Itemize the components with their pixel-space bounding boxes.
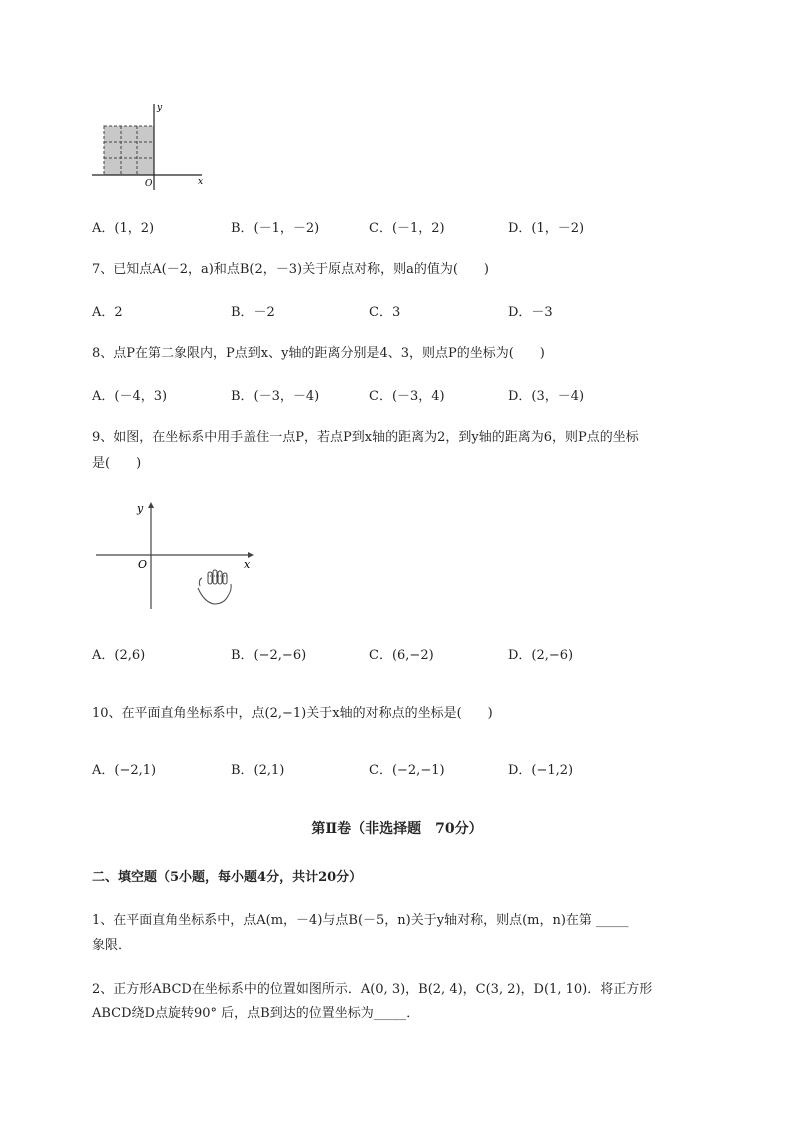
y-axis-label: y <box>137 502 144 515</box>
q10-option-d[interactable]: D．(−1,2) <box>508 763 574 778</box>
q7-option-d[interactable]: D．－3 <box>508 305 553 320</box>
origin-label: O <box>138 558 148 571</box>
fill2-line2: ABCD绕D点旋转90° 后，点B到达的位置坐标为_____． <box>92 1006 420 1021</box>
x-axis-label: x <box>198 177 204 187</box>
q8-option-d[interactable]: D．(3，－4) <box>508 389 585 404</box>
y-axis-label: y <box>157 103 163 113</box>
q10-option-c[interactable]: C．(−2,−1) <box>369 763 445 778</box>
q8-text: 8、点P在第二象限内，P点到x、y轴的距离分别是4、3，则点P的坐标为( ) <box>92 346 545 361</box>
q10-option-a[interactable]: A．(−2,1) <box>92 763 157 778</box>
section-title: 第Ⅱ卷（非选择题 70分） <box>311 821 483 837</box>
q8-option-b[interactable]: B．(－3，－4) <box>231 389 320 404</box>
fill1-line1: 1、在平面直角坐标系中，点A(m，－4)与点B(－5，n)关于y轴对称，则点(m，n)在第 _____ <box>92 913 629 928</box>
hand-icon <box>198 570 231 604</box>
q7-text: 7、已知点A(－2，a)和点B(2，－3)关于原点对称，则a的值为( ) <box>92 262 489 277</box>
origin-label: O <box>145 179 153 189</box>
q7-option-c[interactable]: C．3 <box>369 305 401 320</box>
q9-figure <box>92 498 262 613</box>
q7-option-a[interactable]: A．2 <box>92 305 123 320</box>
y-axis-arrow <box>148 502 154 508</box>
q6-option-a[interactable]: A．(1，2) <box>92 221 155 236</box>
q6-figure <box>90 100 210 190</box>
q8-option-a[interactable]: A．(－4，3) <box>92 389 168 404</box>
q7-option-b[interactable]: B．－2 <box>231 305 275 320</box>
q6-option-c[interactable]: C．(－1，2) <box>369 221 445 236</box>
fill2-line1: 2、正方形ABCD在坐标系中的位置如图所示．A(0, 3)，B(2, 4)，C(3, 2)，D(1, 10)．将正方形 <box>92 982 653 997</box>
q8-option-c[interactable]: C．(－3，4) <box>369 389 445 404</box>
q9-text-line1: 9、如图，在坐标系中用手盖住一点P，若点P到x轴的距离为2，到y轴的距离为6，则P点的坐标 <box>92 430 639 445</box>
q9-option-a[interactable]: A．(2,6) <box>92 648 146 663</box>
q6-option-b[interactable]: B．(－1，－2) <box>231 221 320 236</box>
q10-option-b[interactable]: B．(2,1) <box>231 763 285 778</box>
q9-text-line2: 是( ) <box>92 456 142 471</box>
q10-text: 10、在平面直角坐标系中，点(2,−1)关于x轴的对称点的坐标是( ) <box>92 706 493 721</box>
q9-option-d[interactable]: D．(2,−6) <box>508 648 574 663</box>
x-axis-label: x <box>244 558 251 571</box>
shaded-rectangle <box>104 126 154 175</box>
fill1-line2: 象限． <box>92 938 132 953</box>
q9-option-b[interactable]: B．(−2,−6) <box>231 648 307 663</box>
q9-option-c[interactable]: C．(6,−2) <box>369 648 434 663</box>
q6-option-d[interactable]: D．(1，－2) <box>508 221 585 236</box>
part2-heading: 二、填空题（5小题，每小题4分，共计20分） <box>92 870 363 885</box>
